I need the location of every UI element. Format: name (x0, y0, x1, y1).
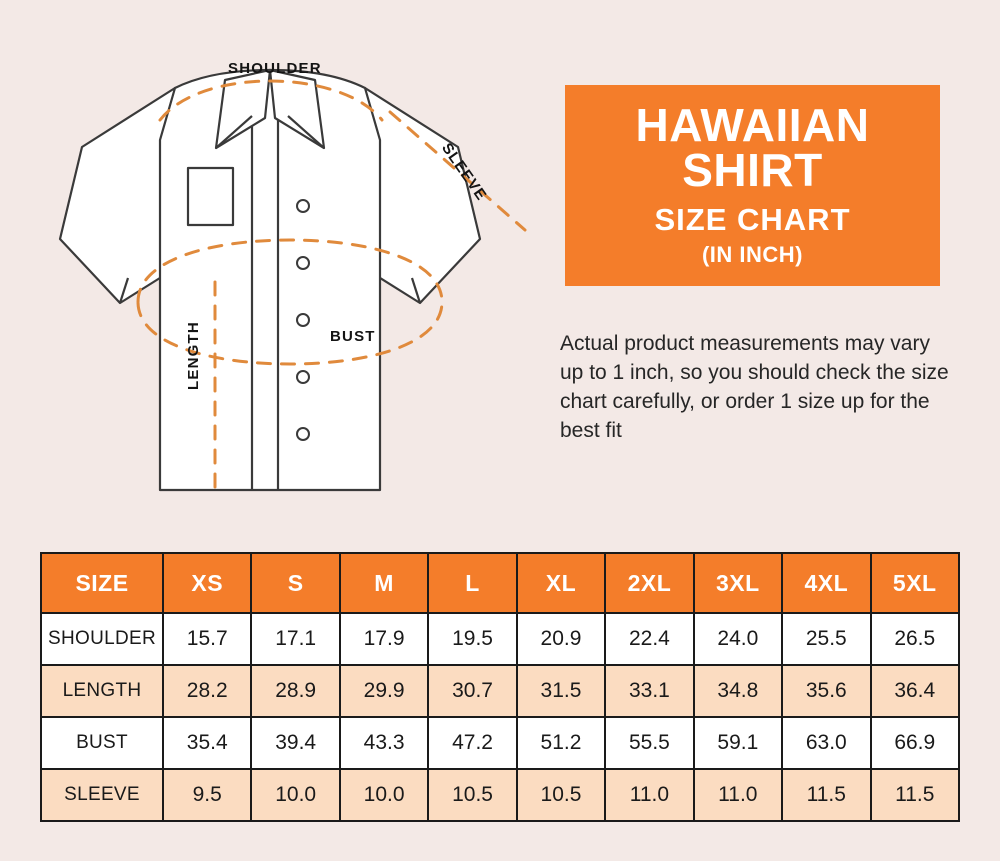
cell-sleeve-5xl: 11.5 (871, 769, 960, 821)
title-main (565, 99, 940, 197)
cell-bust-5xl: 66.9 (871, 717, 960, 769)
col-header-5xl: 5XL (871, 553, 960, 613)
col-header-xs: XS (163, 553, 251, 613)
title-subtitle: SIZE CHART (654, 202, 851, 238)
col-header-2xl: 2XL (605, 553, 693, 613)
cell-sleeve-3xl: 11.0 (694, 769, 782, 821)
diagram-label-length: LENGTH (185, 321, 202, 390)
cell-shoulder-5xl: 26.5 (871, 613, 960, 665)
diagram-label-shoulder: SHOULDER (228, 60, 322, 77)
cell-length-5xl: 36.4 (871, 665, 960, 717)
col-header-s: S (251, 553, 339, 613)
cell-bust-m: 43.3 (340, 717, 428, 769)
cell-length-xl: 31.5 (517, 665, 605, 717)
cell-bust-2xl: 55.5 (605, 717, 693, 769)
title-block (565, 85, 940, 286)
cell-length-3xl: 34.8 (694, 665, 782, 717)
table-row (41, 717, 959, 769)
cell-bust-xs: 35.4 (163, 717, 251, 769)
cell-length-l: 30.7 (428, 665, 516, 717)
cell-sleeve-4xl: 11.5 (782, 769, 870, 821)
cell-shoulder-l: 19.5 (428, 613, 516, 665)
col-header-l: L (428, 553, 516, 613)
table-head (41, 553, 959, 613)
title-unit: (IN INCH) (701, 242, 804, 268)
diagram-label-sleeve: SLEEVE (438, 140, 491, 205)
cell-bust-s: 39.4 (251, 717, 339, 769)
title-line1: HAWAIIAN (635, 99, 870, 151)
cell-bust-3xl: 59.1 (694, 717, 782, 769)
cell-shoulder-2xl: 22.4 (605, 613, 693, 665)
cell-sleeve-l: 10.5 (428, 769, 516, 821)
cell-bust-xl: 51.2 (517, 717, 605, 769)
cell-sleeve-m: 10.0 (340, 769, 428, 821)
col-header-m: M (340, 553, 428, 613)
cell-length-s: 28.9 (251, 665, 339, 717)
cell-length-xs: 28.2 (163, 665, 251, 717)
cell-sleeve-s: 10.0 (251, 769, 339, 821)
cell-sleeve-2xl: 11.0 (605, 769, 693, 821)
row-header-sleeve: SLEEVE (41, 769, 163, 821)
row-header-shoulder: SHOULDER (41, 613, 163, 665)
shirt-diagram (0, 0, 560, 530)
shirt-illustration-svg (20, 20, 540, 510)
table-row (41, 665, 959, 717)
col-header-4xl: 4XL (782, 553, 870, 613)
cell-shoulder-xs: 15.7 (163, 613, 251, 665)
cell-length-2xl: 33.1 (605, 665, 693, 717)
cell-shoulder-s: 17.1 (251, 613, 339, 665)
cell-shoulder-3xl: 24.0 (694, 613, 782, 665)
title-line2: SHIRT (682, 144, 823, 197)
table-header-row (41, 553, 959, 613)
size-chart-table (40, 552, 960, 822)
table-row (41, 613, 959, 665)
table-corner-header: SIZE (41, 553, 163, 613)
cell-shoulder-m: 17.9 (340, 613, 428, 665)
cell-shoulder-4xl: 25.5 (782, 613, 870, 665)
col-header-xl: XL (517, 553, 605, 613)
cell-sleeve-xl: 10.5 (517, 769, 605, 821)
cell-sleeve-xs: 9.5 (163, 769, 251, 821)
table-row (41, 769, 959, 821)
cell-shoulder-xl: 20.9 (517, 613, 605, 665)
row-header-bust: BUST (41, 717, 163, 769)
cell-length-4xl: 35.6 (782, 665, 870, 717)
col-header-3xl: 3XL (694, 553, 782, 613)
measurement-note: Actual product measurements may vary up to 1 inch, so you should check the size chart carefully, or order 1 size up for the best fit (560, 332, 949, 442)
row-header-length: LENGTH (41, 665, 163, 717)
diagram-label-bust: BUST (330, 328, 376, 345)
table-body (41, 613, 959, 821)
cell-length-m: 29.9 (340, 665, 428, 717)
cell-bust-4xl: 63.0 (782, 717, 870, 769)
cell-bust-l: 47.2 (428, 717, 516, 769)
